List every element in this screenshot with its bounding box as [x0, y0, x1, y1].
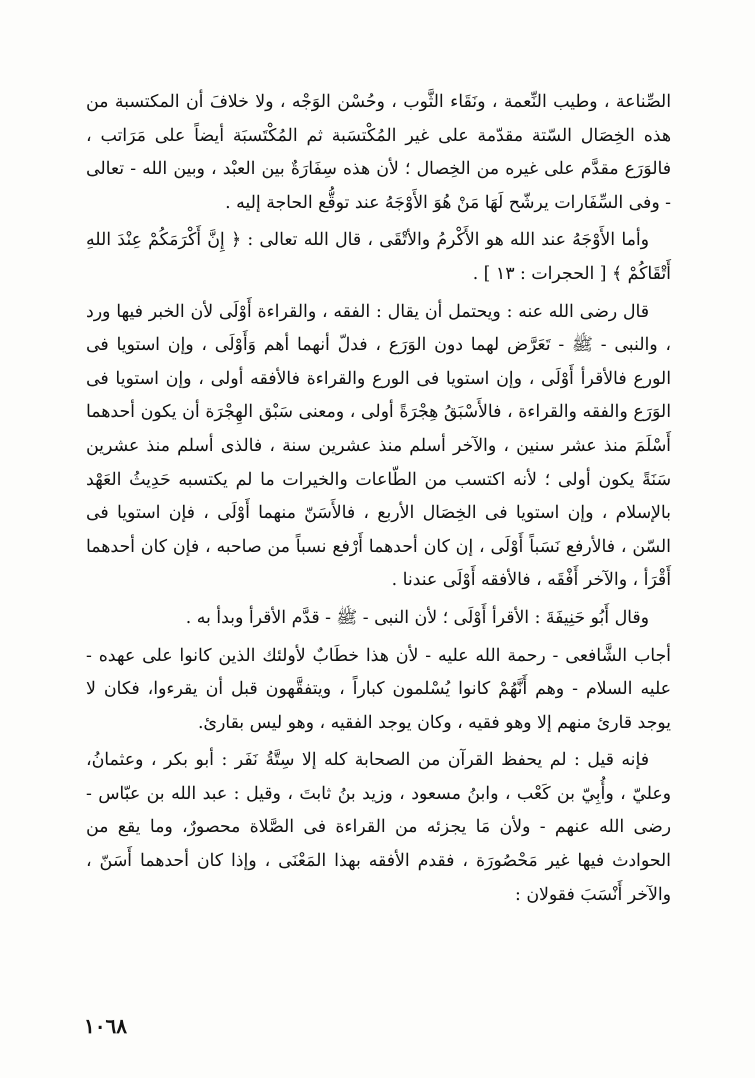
paragraph-1: الصِّناعة ، وطيب النِّعمة ، ونَقَاء الثَّوب ، وحُسْن الوَجْه ، ولا خلافَ أن المكتسبة من هذه الخِصَال السّتة مقدّمة على غير المُكْتسَبة ثم المُكْتَسبَة أيضاً على مَرَاتب ، فالوَرَع مقدَّم على غيره من الخِصال ؛ لأن هذه سِفَارَةٌ بين العبْد ، وبين الله - تعالى - وفى السِّفَارات يرشّح لَهَا مَنْ هُوَ الأَوْجَهُ عند توقُّع الحاجة إليه .: [86, 92, 671, 213]
paragraph-6: فإنه قيل : لم يحفظ القرآن من الصحابة كله إلا سِتَّةُ نَفَر : أبو بكر ، وعثمانُ، وعليّ ، وأُبِيّ بن كَعْب ، وابنُ مسعود ، وزيد بنُ ثابتَ ، وقيل : عبد الله بن عبّاس - رضى الله عنهم - ولأن مَا يجزئه من القراءة فى الصَّلاة محصورٌ، وما يقع من الحوادث فيها غير مَحْصُورَة ، فقدم الأفقه بهذا المَعْنَى ، وإذا كان أحدهما أَسَنّ ، والآخر أَنْسَبَ فقولان :: [86, 750, 671, 905]
paragraph-5: أجاب الشَّافعى - رحمة الله عليه - لأن هذا خطَابٌ لأولئك الذين كانوا على عهده - عليه السلام - وهم أَنَّهُمْ كانوا يُسْلمون كباراً ، ويتفقَّهون قبل أن يقرءوا، فكان لا يوجد قارئ منهم إلا وهو فقيه ، وكان يوجد الفقيه ، وهو ليس بقارئ.: [86, 645, 671, 733]
paragraph-3: قال رضى الله عنه : ويحتمل أن يقال : الفقه ، والقراءة أَوْلَى لأن الخبر فيها ورد ، والنبى - ﷺ - تَعَرَّض لهما دون الوَرَع ، فدلّ أنهما أهم وَأَوْلَى ، وإن استويا فى الورع فالأقرأ أَوْلَى ، وإن استويا فى الورع والقراءة فالأفقه أولى ، وإن استويا فى الوَرَع والفقه والقراءة ، فالأَسْبَقُ هِجْرَةً أولى ، ومعنى سَبْق الهِجْرَة أن يكون أحدهما أَسْلَمَ منذ عشر سنين ، والآخر أسلم منذ عشرين سنة ، فالذى أسلم منذ عشرين سَنَةً يكون أولى ؛ لأنه اكتسب من الطّاعات والخيرات ما لم يكتسبه حَدِيثُ العَهْد بالإسلام ، وإن استويا فى الخِصَال الأربع ، فالأَسَنّ منهما أَوْلَى ، فإن استويا فى السّن ، فالأرفع نَسَباً أَوْلَى ، إن كان أحدهما أَرْفع نسباً من صاحبه ، فإن كان أحدهما أَقْرَأ ، والآخر أَفْقَه ، فالأفقه أَوْلَى عندنا .: [86, 301, 671, 591]
paragraph-2: وأما الأَوْجَهُ عند الله هو الأَكْرمُ والأتْقَى ، قال الله تعالى : ﴿ إِنَّ أَكْرَمَكُمْ عِنْدَ اللهِ أَتْقَاكُمْ ﴾ [ الحجرات : ١٣ ] .: [86, 230, 671, 284]
body-text: [86, 86, 671, 912]
page-number: ١٠٦٨: [84, 1014, 127, 1038]
paragraph-4: وقال أَبُو حَنِيفَةَ : الأقرأ أَوْلَى ؛ لأن النبى - ﷺ - قدَّم الأقرأ وبدأ به .: [185, 607, 649, 628]
